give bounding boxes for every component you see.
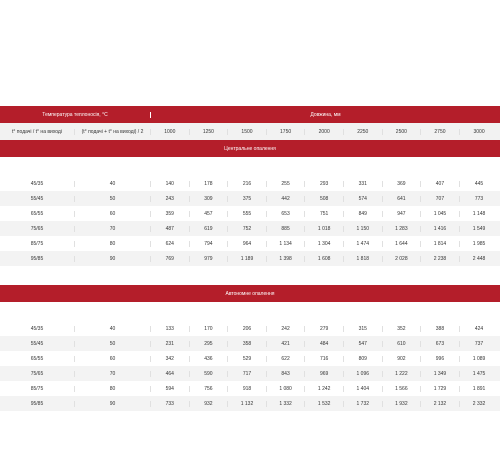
table-row xyxy=(0,236,500,251)
supply-return-header: t° подачі / t° на виході xyxy=(0,129,75,135)
heat-output-cell: 421 xyxy=(267,341,306,347)
heat-output-cell: 216 xyxy=(228,181,267,187)
table-row xyxy=(0,351,500,366)
supply-return-cell: 55/45 xyxy=(0,196,75,202)
temperature-header: Температура теплоносія, °С xyxy=(0,112,151,118)
heat-output-cell: 969 xyxy=(305,371,344,377)
table-row xyxy=(0,191,500,206)
heat-output-cell: 358 xyxy=(228,341,267,347)
heat-output-cell: 590 xyxy=(190,371,229,377)
heat-output-cell: 794 xyxy=(190,241,229,247)
heat-output-cell: 375 xyxy=(228,196,267,202)
heat-output-cell: 1 985 xyxy=(472,240,486,247)
heat-output-cell: 484 xyxy=(305,341,344,347)
section-spacer xyxy=(0,157,500,176)
heat-output-cell: 1 416 xyxy=(421,226,460,232)
heat-output-cell: 716 xyxy=(305,356,344,362)
heat-output-cell: 359 xyxy=(151,211,190,217)
average-temp-cell: 50 xyxy=(75,341,151,347)
heat-output-cell: 309 xyxy=(190,196,229,202)
supply-return-cell: 75/65 xyxy=(0,371,75,377)
heat-output-cell: 1 608 xyxy=(305,256,344,262)
table-body xyxy=(0,140,500,411)
heat-output-cell: 1 398 xyxy=(267,256,306,262)
average-temp-cell: 60 xyxy=(75,356,151,362)
heat-output-cell: 1 150 xyxy=(344,226,383,232)
heat-output-cell: 1 242 xyxy=(305,386,344,392)
heat-output-cell: 653 xyxy=(267,211,306,217)
length-header: Довжина, мм xyxy=(310,111,341,118)
supply-return-cell: 95/85 xyxy=(0,401,75,407)
average-temp-cell: 70 xyxy=(75,226,151,232)
table-row xyxy=(0,366,500,381)
length-column-header: 3000 xyxy=(473,128,485,135)
supply-return-cell: 55/45 xyxy=(0,341,75,347)
heat-output-cell: 594 xyxy=(151,386,190,392)
table-row xyxy=(0,381,500,396)
heat-output-cell: 1 134 xyxy=(267,241,306,247)
section-title xyxy=(0,140,500,157)
supply-return-cell: 65/55 xyxy=(0,211,75,217)
heat-output-cell: 487 xyxy=(151,226,190,232)
heat-output-cell: 918 xyxy=(228,386,267,392)
heat-output-cell: 751 xyxy=(305,211,344,217)
heat-output-cell: 1 304 xyxy=(305,241,344,247)
heat-output-cell: 809 xyxy=(344,356,383,362)
heat-output-cell: 902 xyxy=(383,356,422,362)
heat-output-cell: 769 xyxy=(151,256,190,262)
average-temp-header: (t° подачі + t° на виході) / 2 xyxy=(75,129,151,135)
heat-output-cell: 442 xyxy=(267,196,306,202)
heat-output-cell: 1 532 xyxy=(305,401,344,407)
length-column-header: 1500 xyxy=(228,129,267,135)
average-temp-cell: 70 xyxy=(75,371,151,377)
heat-output-cell: 996 xyxy=(421,356,460,362)
heat-output-cell: 752 xyxy=(228,226,267,232)
heat-output-cell: 331 xyxy=(344,181,383,187)
table-row xyxy=(0,321,500,336)
heat-output-cell: 388 xyxy=(421,326,460,332)
heat-output-cell: 932 xyxy=(190,401,229,407)
heat-output-cell: 1 148 xyxy=(472,210,486,217)
heat-output-cell: 1 080 xyxy=(267,386,306,392)
heat-output-cell: 2 448 xyxy=(472,255,486,262)
heat-output-cell: 231 xyxy=(151,341,190,347)
heat-output-cell: 1 818 xyxy=(344,256,383,262)
heat-output-cell: 619 xyxy=(190,226,229,232)
average-temp-cell: 40 xyxy=(75,181,151,187)
supply-return-cell: 85/75 xyxy=(0,386,75,392)
heat-output-cell: 2 238 xyxy=(421,256,460,262)
section-spacer xyxy=(0,266,500,285)
heat-output-cell: 1 475 xyxy=(472,370,486,377)
section-spacer xyxy=(0,302,500,321)
length-column-header: 1000 xyxy=(151,129,190,135)
heat-output-cell: 624 xyxy=(151,241,190,247)
heat-output-cell: 610 xyxy=(383,341,422,347)
heat-output-cell: 1 814 xyxy=(421,241,460,247)
heat-output-cell: 756 xyxy=(190,386,229,392)
heat-output-cell: 255 xyxy=(267,181,306,187)
table-subheader-row xyxy=(0,123,500,140)
heat-output-cell: 979 xyxy=(190,256,229,262)
average-temp-cell: 90 xyxy=(75,256,151,262)
heat-output-cell: 673 xyxy=(421,341,460,347)
heat-output-cell: 1 189 xyxy=(228,256,267,262)
length-column-header: 2250 xyxy=(344,129,383,135)
heat-output-cell: 529 xyxy=(228,356,267,362)
supply-return-cell: 85/75 xyxy=(0,241,75,247)
heat-output-cell: 1 045 xyxy=(421,211,460,217)
heat-output-cell: 279 xyxy=(305,326,344,332)
table-header-row xyxy=(0,106,500,123)
heat-output-cell: 1 089 xyxy=(472,355,486,362)
heat-output-cell: 1 644 xyxy=(383,241,422,247)
average-temp-cell: 80 xyxy=(75,386,151,392)
heat-output-cell: 295 xyxy=(190,341,229,347)
supply-return-cell: 75/65 xyxy=(0,226,75,232)
supply-return-cell: 65/55 xyxy=(0,356,75,362)
heat-output-cell: 445 xyxy=(474,180,484,187)
table-row xyxy=(0,251,500,266)
heat-output-cell: 170 xyxy=(190,326,229,332)
table-row xyxy=(0,206,500,221)
supply-return-cell: 95/85 xyxy=(0,256,75,262)
heat-output-cell: 1 474 xyxy=(344,241,383,247)
heat-output-cell: 2 028 xyxy=(383,256,422,262)
heat-output-cell: 243 xyxy=(151,196,190,202)
heat-output-cell: 947 xyxy=(383,211,422,217)
heat-output-cell: 737 xyxy=(474,340,484,347)
heat-output-cell: 843 xyxy=(267,371,306,377)
table-row xyxy=(0,336,500,351)
heat-output-cell: 555 xyxy=(228,211,267,217)
heat-output-cell: 622 xyxy=(267,356,306,362)
heat-output-cell: 717 xyxy=(228,371,267,377)
heat-output-cell: 206 xyxy=(228,326,267,332)
heat-output-cell: 547 xyxy=(344,341,383,347)
average-temp-cell: 80 xyxy=(75,241,151,247)
supply-return-cell: 45/35 xyxy=(0,326,75,332)
heat-output-cell: 964 xyxy=(228,241,267,247)
heat-output-cell: 1 332 xyxy=(267,401,306,407)
average-temp-cell: 40 xyxy=(75,326,151,332)
heat-output-cell: 641 xyxy=(383,196,422,202)
heat-output-cell: 2 132 xyxy=(421,401,460,407)
heat-output-cell: 1 132 xyxy=(228,401,267,407)
heat-output-cell: 464 xyxy=(151,371,190,377)
length-column-header: 2000 xyxy=(305,129,344,135)
heat-output-cell: 773 xyxy=(474,195,484,202)
section-title-label: Центральне опалення xyxy=(224,145,276,152)
section-title-label: Автономне опалення xyxy=(225,290,275,297)
heat-output-cell: 733 xyxy=(151,401,190,407)
heat-output-cell: 849 xyxy=(344,211,383,217)
heat-output-cell: 1 404 xyxy=(344,386,383,392)
table-row xyxy=(0,176,500,191)
heat-output-cell: 1 283 xyxy=(383,226,422,232)
average-temp-cell: 50 xyxy=(75,196,151,202)
length-column-header: 2500 xyxy=(383,129,422,135)
heat-output-cell: 140 xyxy=(151,181,190,187)
heat-output-cell: 457 xyxy=(190,211,229,217)
heat-output-cell: 369 xyxy=(383,181,422,187)
heat-output-cell: 242 xyxy=(267,326,306,332)
heat-output-cell: 1 096 xyxy=(344,371,383,377)
heat-output-cell: 352 xyxy=(383,326,422,332)
table-row xyxy=(0,221,500,236)
length-column-header: 2750 xyxy=(421,129,460,135)
section-title xyxy=(0,285,500,302)
heat-output-cell: 1 349 xyxy=(421,371,460,377)
heat-output-cell: 1 549 xyxy=(472,225,486,232)
heat-output-cell: 178 xyxy=(190,181,229,187)
heat-output-cell: 508 xyxy=(305,196,344,202)
supply-return-cell: 45/35 xyxy=(0,181,75,187)
heat-output-cell: 436 xyxy=(190,356,229,362)
heat-output-cell: 1 566 xyxy=(383,386,422,392)
heat-output-cell: 1 891 xyxy=(472,385,486,392)
heat-output-cell: 293 xyxy=(305,181,344,187)
heat-output-cell: 1 932 xyxy=(383,401,422,407)
heat-output-cell: 707 xyxy=(421,196,460,202)
heat-output-cell: 2 332 xyxy=(472,400,486,407)
length-column-header: 1250 xyxy=(190,129,229,135)
heat-output-cell: 1 222 xyxy=(383,371,422,377)
table-row xyxy=(0,396,500,411)
average-temp-cell: 90 xyxy=(75,401,151,407)
heat-output-cell: 424 xyxy=(474,325,484,332)
heat-output-cell: 1 729 xyxy=(421,386,460,392)
heat-output-cell: 574 xyxy=(344,196,383,202)
heat-output-cell: 1 018 xyxy=(305,226,344,232)
heat-output-cell: 407 xyxy=(421,181,460,187)
heat-output-table xyxy=(0,106,500,411)
heat-output-cell: 1 732 xyxy=(344,401,383,407)
heat-output-cell: 885 xyxy=(267,226,306,232)
heat-output-cell: 315 xyxy=(344,326,383,332)
heat-output-cell: 342 xyxy=(151,356,190,362)
heat-output-cell: 133 xyxy=(151,326,190,332)
length-column-header: 1750 xyxy=(267,129,306,135)
average-temp-cell: 60 xyxy=(75,211,151,217)
